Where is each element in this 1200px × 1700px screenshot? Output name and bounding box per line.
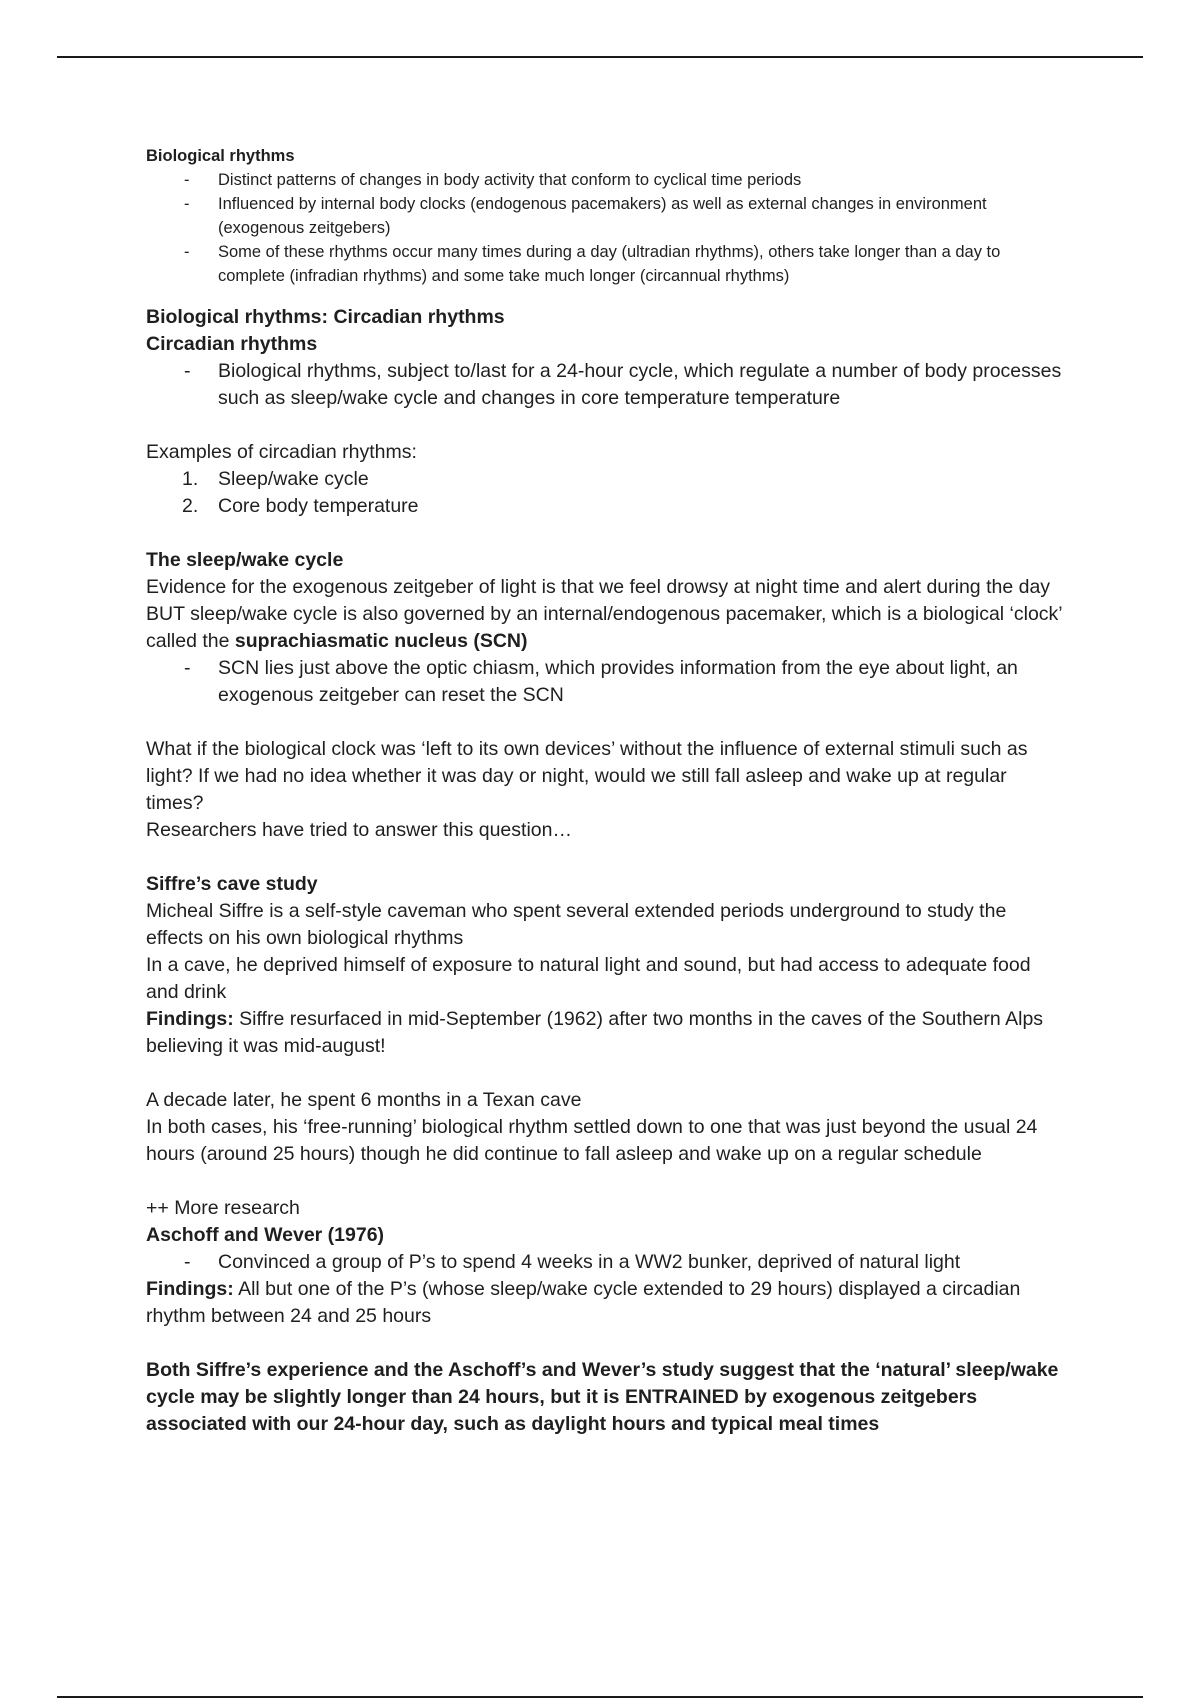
heading-siffre-study: Siffre’s cave study xyxy=(146,873,318,895)
conclusion-paragraph: Both Siffre’s experience and the Aschoff’s and Wever’s study suggest that the ‘natural’ sleep/wake cycle may be slightly longer than 24 hours, but it is ENTRAINED by exogenous zeitgebers associated with our 24-hour day, such as daylight hours and typical meal times xyxy=(146,1359,1059,1435)
paragraph xyxy=(146,601,1066,655)
paragraph: In a cave, he deprived himself of exposure to natural light and sound, but had access to adequate food and drink xyxy=(146,954,1031,1003)
list-number: 2. xyxy=(182,495,199,517)
findings-paragraph xyxy=(146,1276,1066,1330)
bullet-list xyxy=(146,358,1066,412)
examples-intro: Examples of circadian rhythms: xyxy=(146,441,417,463)
top-rule xyxy=(57,56,1143,58)
heading-circadian-section: Biological rhythms: Circadian rhythms xyxy=(146,306,505,328)
heading-biological-rhythms: Biological rhythms xyxy=(146,147,295,165)
bullet-list xyxy=(146,1249,1066,1276)
bullet-list xyxy=(146,168,1066,288)
heading-sleep-wake: The sleep/wake cycle xyxy=(146,549,344,571)
paragraph: Researchers have tried to answer this question… xyxy=(146,819,572,841)
list-text: Core body temperature xyxy=(218,495,419,517)
list-text: Sleep/wake cycle xyxy=(218,468,369,490)
findings-paragraph xyxy=(146,1006,1066,1060)
bottom-rule xyxy=(57,1696,1143,1698)
paragraph: Micheal Siffre is a self-style caveman who spent several extended periods underground to study the effects on his own biological rhythms xyxy=(146,900,1007,949)
findings-label: Findings: xyxy=(146,1278,234,1300)
list-number: 1. xyxy=(182,468,199,490)
paragraph: In both cases, his ‘free-running’ biological rhythm settled down to one that was just beyond the usual 24 hours (around 25 hours) though he did continue to fall asleep and wake up on a regular schedule xyxy=(146,1116,1038,1165)
bold-term-scn: suprachiasmatic nucleus (SCN) xyxy=(234,630,528,652)
heading-aschoff-wever: Aschoff and Wever (1976) xyxy=(146,1224,385,1246)
document-body xyxy=(146,144,1066,1438)
numbered-list xyxy=(146,466,1066,520)
list-item xyxy=(146,466,1066,493)
list-item: - Influenced by internal body clocks (endogenous pacemakers) as well as external changes in environment (exogenous zeitgebers) xyxy=(146,192,1066,240)
paragraph: Evidence for the exogenous zeitgeber of light is that we feel drowsy at night time and alert during the day xyxy=(146,576,1051,598)
list-item xyxy=(146,493,1066,520)
findings-text: Siffre resurfaced in mid-September (1962) after two months in the caves of the Southern Alps believing it was mid-august! xyxy=(146,1008,1044,1057)
subheading-circadian: Circadian rhythms xyxy=(146,333,318,355)
list-item: - SCN lies just above the optic chiasm, which provides information from the eye about light, an exogenous zeitgeber can reset the SCN xyxy=(146,655,1066,709)
findings-text: All but one of the P’s (whose sleep/wake cycle extended to 29 hours) displayed a circadian rhythm between 24 and 25 hours xyxy=(146,1278,1021,1327)
list-item: - Some of these rhythms occur many times during a day (ultradian rhythms), others take longer than a day to complete (infradian rhythms) and some take much longer (circannual rhythms) xyxy=(146,240,1066,288)
bullet-list xyxy=(146,655,1066,709)
list-item: - Biological rhythms, subject to/last for a 24-hour cycle, which regulate a number of body processes such as sleep/wake cycle and changes in core temperature temperature xyxy=(146,358,1066,412)
paragraph: A decade later, he spent 6 months in a Texan cave xyxy=(146,1089,582,1111)
section-biological-rhythms xyxy=(146,144,1066,288)
more-research-label: ++ More research xyxy=(146,1197,300,1219)
list-item: - Convinced a group of P’s to spend 4 weeks in a WW2 bunker, deprived of natural light xyxy=(146,1249,1066,1276)
text-run: BUT sleep/wake cycle is also governed by an internal/endogenous pacemaker, which is a biological ‘clock’ called the xyxy=(146,603,1062,652)
paragraph: What if the biological clock was ‘left to its own devices’ without the influence of external stimuli such as light? If we had no idea whether it was day or night, would we still fall asleep and wake up at regular times? xyxy=(146,738,1028,814)
list-item: - Distinct patterns of changes in body activity that conform to cyclical time periods xyxy=(146,168,1066,192)
findings-label: Findings: xyxy=(146,1008,234,1030)
